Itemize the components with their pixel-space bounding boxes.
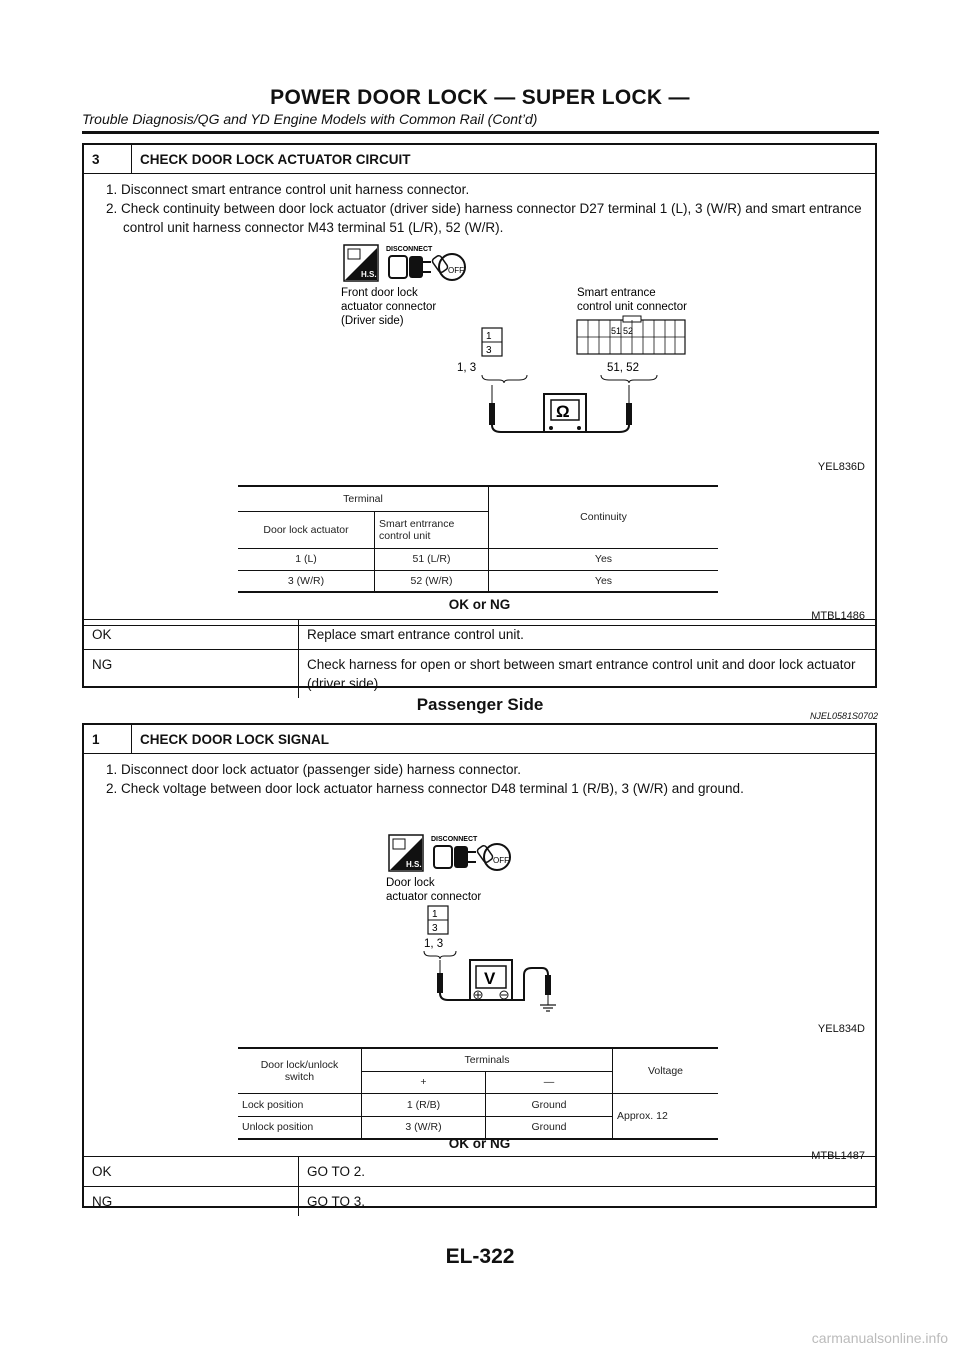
footer-watermark: carmanualsonline.info bbox=[811, 1330, 948, 1346]
disconnect-label: DISCONNECT bbox=[431, 836, 478, 843]
step1-ok-row bbox=[84, 1157, 875, 1187]
th-switch-line-2: switch bbox=[284, 1070, 315, 1083]
th-terminal: Terminal bbox=[238, 487, 489, 511]
pin-1: 1 bbox=[486, 331, 492, 342]
probe2-label: 51, 52 bbox=[607, 362, 639, 374]
off-label: OFF bbox=[493, 856, 509, 865]
conn2-label-1: Smart entrance bbox=[577, 287, 656, 299]
cell-continuity: Yes bbox=[489, 570, 719, 592]
conn1-label-1: Front door lock bbox=[341, 287, 418, 299]
step3-instruction-1: 1. Disconnect smart entrance control unit harness connector. bbox=[106, 182, 470, 197]
conn2-label-2: control unit connector bbox=[577, 301, 687, 313]
step3-body bbox=[84, 180, 875, 626]
conn-label-1: Door lock bbox=[386, 877, 435, 889]
continuity-table bbox=[238, 485, 718, 593]
th-unit bbox=[375, 511, 489, 548]
page-subtitle: Trouble Diagnosis/QG and YD Engine Models with Common Rail (Cont’d) bbox=[82, 111, 538, 127]
ng-label: NG bbox=[84, 650, 299, 698]
hs-label: H.S. bbox=[406, 860, 422, 869]
off-label: OFF bbox=[448, 266, 464, 275]
ok-text: Replace smart entrance control unit. bbox=[307, 627, 524, 642]
cell-actuator: 1 (L) bbox=[238, 548, 375, 570]
ohmmeter-icon bbox=[544, 394, 586, 432]
step1-body bbox=[84, 760, 875, 1185]
th-continuity: Continuity bbox=[489, 487, 719, 548]
cell-switch: Lock position bbox=[238, 1093, 362, 1116]
cell-actuator: 3 (W/R) bbox=[238, 570, 375, 592]
ohm-symbol: Ω bbox=[556, 402, 570, 421]
harness-side-icon bbox=[389, 835, 423, 871]
disconnect-label: DISCONNECT bbox=[386, 246, 433, 253]
step1-header bbox=[84, 725, 875, 754]
ng-label: NG bbox=[84, 1187, 299, 1216]
pin-3: 3 bbox=[432, 923, 438, 934]
step1-instruction-2: 2. Check voltage between door lock actuator harness connector D48 terminal 1 (R/B), 3 (W/R) and ground. bbox=[106, 781, 744, 796]
th-unit-line-1: Smart entrrance bbox=[379, 517, 455, 530]
actuator-connector bbox=[428, 906, 448, 934]
voltmeter-icon bbox=[470, 960, 512, 1000]
cell-minus: Ground bbox=[486, 1116, 613, 1139]
disconnect-icon bbox=[386, 246, 433, 278]
ok-label: OK bbox=[84, 620, 299, 649]
smart-entrance-connector bbox=[577, 316, 685, 354]
ng-text: GO TO 3. bbox=[307, 1194, 366, 1209]
section-code: NJEL0581S0702 bbox=[809, 711, 878, 721]
cell-unit: 52 (W/R) bbox=[375, 570, 489, 592]
step1-results bbox=[84, 1156, 875, 1216]
th-plus: + bbox=[362, 1071, 486, 1093]
step3-instructions bbox=[106, 180, 865, 237]
th-terminals: Terminals bbox=[362, 1049, 613, 1071]
cell-unit: 51 (L/R) bbox=[375, 548, 489, 570]
th-switch-line-1: Door lock/unlock bbox=[260, 1058, 339, 1071]
step3-header bbox=[84, 145, 875, 174]
volt-symbol: V bbox=[484, 969, 496, 988]
step3-results bbox=[84, 619, 875, 698]
voltage-table bbox=[238, 1047, 718, 1140]
cell-voltage: Approx. 12 bbox=[613, 1093, 719, 1139]
step3-box bbox=[82, 143, 877, 691]
conn1-label-2: actuator connector bbox=[341, 301, 437, 313]
step1-instruction-1: 1. Disconnect door lock actuator (passenger side) harness connector. bbox=[106, 762, 521, 777]
conn1-label-3: (Driver side) bbox=[341, 315, 404, 327]
disconnect-icon bbox=[431, 836, 478, 868]
step1-wiring-diagram bbox=[384, 830, 624, 1015]
cell-minus: Ground bbox=[486, 1093, 613, 1116]
step1-title: CHECK DOOR LOCK SIGNAL bbox=[140, 731, 329, 747]
hs-label: H.S. bbox=[361, 270, 377, 279]
probe-label: 1, 3 bbox=[424, 938, 444, 950]
th-voltage: Voltage bbox=[613, 1049, 719, 1093]
ok-label: OK bbox=[84, 1157, 299, 1186]
th-minus: — bbox=[486, 1071, 613, 1093]
table-row bbox=[238, 570, 718, 592]
step3-ok-row bbox=[84, 620, 875, 650]
step3-ok-or-ng: OK or NG bbox=[448, 597, 511, 612]
step1-ng-row bbox=[84, 1187, 875, 1216]
cell-continuity: Yes bbox=[489, 548, 719, 570]
page-number: EL-322 bbox=[445, 1245, 515, 1268]
step3-instruction-2: 2. Check continuity between door lock actuator (driver side) harness connector D27 terminal 1 (L), 3 (W/R) and smart entrance control unit harness connector M43 terminal 51 (L/R), 52 (W/R). bbox=[106, 201, 862, 235]
harness-side-icon bbox=[344, 245, 378, 281]
step3-figure-code: YEL836D bbox=[817, 461, 865, 473]
section-title: Passenger Side bbox=[416, 695, 544, 714]
step1-instructions bbox=[106, 760, 865, 798]
step1-number: 1 bbox=[84, 725, 132, 753]
ignition-off-icon bbox=[476, 844, 510, 870]
step3-ng-row bbox=[84, 650, 875, 698]
th-actuator: Door lock actuator bbox=[238, 511, 375, 548]
ignition-off-icon bbox=[431, 254, 465, 280]
table-row bbox=[238, 548, 718, 570]
pin-51: 51 bbox=[611, 326, 622, 336]
step1-ok-or-ng: OK or NG bbox=[448, 1136, 511, 1151]
th-unit-line-2: control unit bbox=[379, 529, 431, 542]
ng-text: Check harness for open or short between smart entrance control unit and door lock actuator (driver side). bbox=[307, 657, 856, 691]
header-divider bbox=[82, 131, 879, 134]
page-header bbox=[82, 86, 878, 110]
step3-table-code: MTBL1486 bbox=[811, 610, 865, 622]
pin-3: 3 bbox=[486, 345, 492, 356]
th-switch bbox=[238, 1049, 362, 1093]
probe1-label: 1, 3 bbox=[457, 362, 477, 374]
step3-wiring-diagram bbox=[339, 240, 687, 440]
pin-1: 1 bbox=[432, 909, 438, 920]
cell-plus: 3 (W/R) bbox=[362, 1116, 486, 1139]
table-row bbox=[238, 1093, 718, 1116]
cell-switch: Unlock position bbox=[238, 1116, 362, 1139]
pin-52: 52 bbox=[623, 326, 634, 336]
ok-text: GO TO 2. bbox=[307, 1164, 366, 1179]
conn-label-2: actuator connector bbox=[386, 891, 482, 903]
cell-plus: 1 (R/B) bbox=[362, 1093, 486, 1116]
actuator-connector bbox=[482, 328, 502, 356]
page-title: POWER DOOR LOCK — SUPER LOCK — bbox=[270, 86, 690, 109]
step1-box bbox=[82, 723, 877, 1208]
step3-number: 3 bbox=[84, 145, 132, 173]
step3-title: CHECK DOOR LOCK ACTUATOR CIRCUIT bbox=[140, 151, 411, 167]
step1-table-code: MTBL1487 bbox=[811, 1150, 865, 1162]
step1-figure-code: YEL834D bbox=[817, 1023, 865, 1035]
